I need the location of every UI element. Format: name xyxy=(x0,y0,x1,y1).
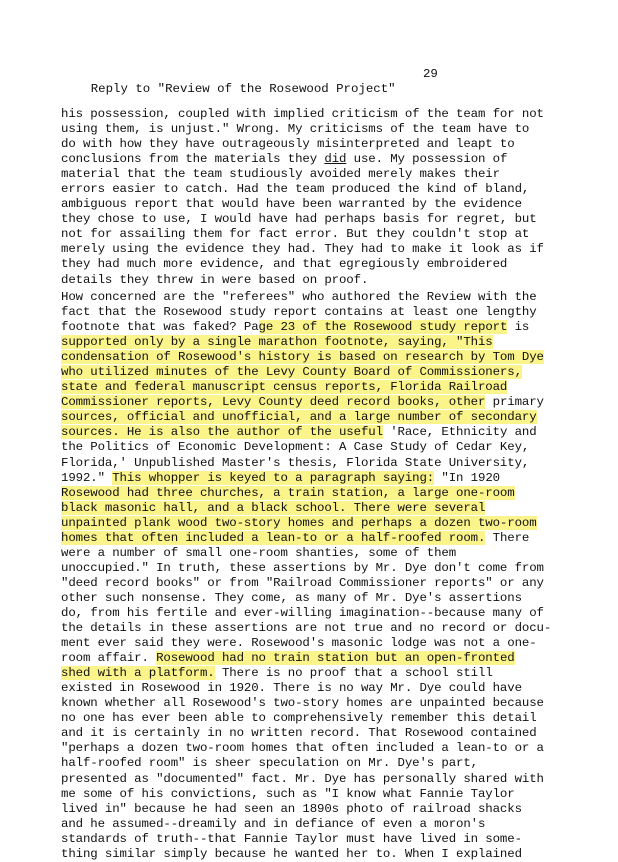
text-line xyxy=(61,847,581,862)
text-line xyxy=(61,380,581,395)
text-segment: merely using the evidence they had. They had to make it look as if xyxy=(61,242,544,257)
text-line xyxy=(61,621,581,636)
text-segment: other such nonsense. They come, as many of Mr. Dye's assertions xyxy=(61,590,522,605)
text-segment: fact that the Rosewood study report contains at least one lengthy xyxy=(61,305,537,320)
text-segment: There xyxy=(485,530,530,545)
page-number: 29 xyxy=(423,67,438,81)
text-line xyxy=(61,591,581,606)
text-segment: "deed record books" or from "Railroad Commissioner reports" or any xyxy=(61,575,544,590)
text-line xyxy=(61,182,581,197)
text-line xyxy=(61,290,581,305)
text-segment: lived in" because he had seen an 1890s photo of railroad shacks xyxy=(61,801,522,816)
text-line xyxy=(61,832,581,847)
text-line xyxy=(61,576,581,591)
highlighted-text: Rosewood had three churches, a train station, a large one-room xyxy=(61,485,515,500)
text-segment: known whether all Rosewood's two-story homes are unpainted because xyxy=(61,696,544,711)
text-segment: they chose to use, I would have had perhaps basis for regret, but xyxy=(61,212,537,227)
text-segment: unoccupied." In truth, these assertions by Mr. Dye don't come from xyxy=(61,560,544,575)
text-segment: and he assumed--dreamily and in defiance of even a moron's xyxy=(61,816,486,831)
text-line xyxy=(61,772,581,787)
text-line xyxy=(61,651,581,666)
text-line xyxy=(61,636,581,651)
text-line xyxy=(61,273,581,288)
highlighted-text: shed with a platform. xyxy=(61,666,215,681)
highlighted-text: ge 23 of the Rosewood study report xyxy=(258,320,508,335)
text-segment: ment ever said they were. Rosewood's masonic lodge was not a one- xyxy=(61,636,537,651)
highlighted-text: condensation of Rosewood's history is based on research by Tom Dye xyxy=(61,350,544,365)
highlighted-text: homes that often included a lean-to or a half-roofed room. xyxy=(61,530,486,545)
text-line xyxy=(61,711,581,726)
text-line xyxy=(61,546,581,561)
text-line xyxy=(61,335,581,350)
text-segment: How concerned are the "referees" who authored the Review with the xyxy=(61,290,537,304)
underlined-text: did xyxy=(324,152,347,167)
text-segment: half-roofed room" is sheer speculation on Mr. Dye's part, xyxy=(61,756,478,771)
text-line xyxy=(61,242,581,257)
text-segment: "In 1920 xyxy=(434,470,500,485)
text-line xyxy=(61,802,581,817)
text-segment: conclusions from the materials they xyxy=(61,152,325,167)
text-line xyxy=(61,440,581,455)
text-segment: room affair. xyxy=(61,651,157,666)
highlighted-text: supported only by a single marathon footnote, saying, "This xyxy=(61,335,493,350)
text-segment: Florida,' Unpublished Master's thesis, Florida State University, xyxy=(61,455,530,470)
text-segment: footnote that was faked? Pa xyxy=(61,320,259,335)
text-line xyxy=(61,486,581,501)
paragraph-2 xyxy=(61,290,581,862)
text-line xyxy=(61,756,581,771)
text-segment: using them, is unjust." Wrong. My criticisms of the team have to xyxy=(61,122,530,137)
text-line xyxy=(61,365,581,380)
text-line xyxy=(61,107,581,122)
text-segment: thing similar simply because he wanted her to. When I explained xyxy=(61,846,522,861)
text-line xyxy=(61,606,581,621)
text-segment: they had much more evidence, and that egregiously embroidered xyxy=(61,257,508,272)
text-line xyxy=(61,320,581,335)
text-line xyxy=(61,122,581,137)
text-line xyxy=(61,137,581,152)
text-line xyxy=(61,257,581,272)
text-line xyxy=(61,212,581,227)
text-segment: standards of truth--that Fannie Taylor must have lived in some- xyxy=(61,831,522,846)
text-segment: use. My possession of xyxy=(346,152,508,167)
text-line xyxy=(61,395,581,410)
highlighted-text: sources. He is also the author of the useful xyxy=(61,425,383,440)
highlighted-text: who utilized minutes of the Levy County Board of Commissioners, xyxy=(61,365,522,380)
text-line xyxy=(61,167,581,182)
text-line xyxy=(61,817,581,832)
paragraph-1 xyxy=(61,107,581,288)
text-segment: not for assailing them for fact error. But they couldn't stop at xyxy=(61,227,530,242)
text-line xyxy=(61,425,581,440)
text-line xyxy=(61,726,581,741)
text-segment: 1992." xyxy=(61,470,113,485)
text-segment: do with how they have outrageously misinterpreted and leapt to xyxy=(61,137,515,152)
highlighted-text: This whopper is keyed to a paragraph saying: xyxy=(112,470,435,485)
text-segment: "perhaps a dozen two-room homes that often included a lean-to or a xyxy=(61,741,544,756)
text-line xyxy=(61,471,581,486)
text-line xyxy=(61,741,581,756)
highlighted-text: unpainted plank wood two-story homes and perhaps a dozen two-room xyxy=(61,515,537,530)
text-segment: There is no proof that a school still xyxy=(214,666,493,681)
text-line xyxy=(61,666,581,681)
text-segment: me some of his convictions, such as "I know what Fannie Taylor xyxy=(61,786,515,801)
text-line xyxy=(61,197,581,212)
text-line xyxy=(61,350,581,365)
text-segment: primary xyxy=(485,395,544,410)
text-segment: were a number of small one-room shanties, some of them xyxy=(61,545,457,560)
highlighted-text: sources, official and unofficial, and a large number of secondary xyxy=(61,410,537,425)
text-segment: is xyxy=(507,320,530,335)
text-segment: existed in Rosewood in 1920. There is no way Mr. Dye could have xyxy=(61,681,522,696)
text-segment: ambiguous report that would have been warranted by the evidence xyxy=(61,197,522,212)
text-line xyxy=(61,227,581,242)
text-segment: and it is certainly in no written record. That Rosewood contained xyxy=(61,726,537,741)
text-segment: presented as "documented" fact. Mr. Dye has personally shared with xyxy=(61,771,544,786)
text-segment: the details in these assertions are not true and no record or docu- xyxy=(61,621,552,636)
text-line xyxy=(61,787,581,802)
text-segment: details they threw in were based on proof. xyxy=(61,272,369,287)
highlighted-text: black masonic hall, and a black school. There were several xyxy=(61,500,486,515)
text-line xyxy=(61,501,581,516)
text-segment: no one has ever been able to comprehensively remember this detail xyxy=(61,711,537,726)
highlighted-text: Commissioner reports, Levy County deed record books, other xyxy=(61,395,486,410)
text-segment: 'Race, Ethnicity and xyxy=(382,425,537,440)
highlighted-text: state and federal manuscript census reports, Florida Railroad xyxy=(61,380,508,395)
text-segment: material that the team studiously avoided merely makes their xyxy=(61,167,500,182)
text-line xyxy=(61,305,581,320)
text-line xyxy=(61,561,581,576)
text-line xyxy=(61,681,581,696)
text-line xyxy=(61,410,581,425)
highlighted-text: Rosewood had no train station but an open-fronted xyxy=(156,651,515,666)
text-segment: his possession, coupled with implied criticism of the team for not xyxy=(61,107,544,121)
text-segment: do, from his fertile and ever-willing imagination--because many of xyxy=(61,605,544,620)
text-line xyxy=(61,696,581,711)
text-segment: the Politics of Economic Development: A Case Study of Cedar Key, xyxy=(61,440,530,455)
text-line xyxy=(61,531,581,546)
text-line xyxy=(61,516,581,531)
text-line xyxy=(61,456,581,471)
text-line xyxy=(61,152,581,167)
header-title: Reply to "Review of the Rosewood Project" xyxy=(90,82,396,96)
text-segment: errors easier to catch. Had the team produced the kind of bland, xyxy=(61,182,530,197)
